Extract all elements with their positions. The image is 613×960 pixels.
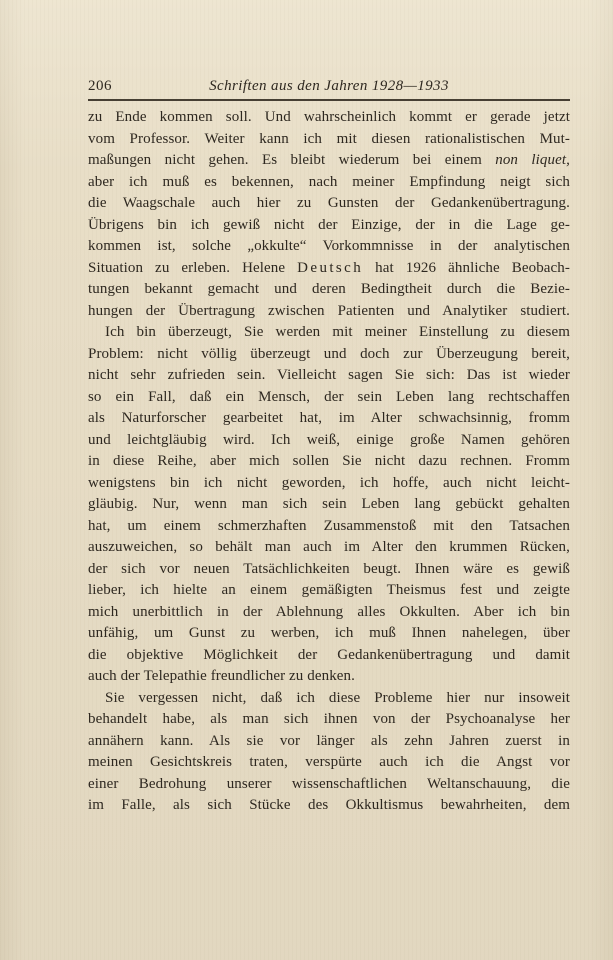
text-line	[88, 666, 570, 688]
text-line	[88, 430, 570, 452]
text-line	[88, 731, 570, 753]
page-header	[88, 78, 570, 96]
header-rule	[88, 99, 570, 101]
running-title: Schriften aus den Jahren 1928—1933	[209, 78, 449, 94]
text-segment: mich unerbittlich in der Ablehnung alles Okkulten. Aber ich bin	[88, 603, 570, 620]
text-line	[88, 344, 570, 366]
text-segment: hat, um einem schmerzhaften Zusammenstoß mit den Tatsachen	[88, 517, 570, 534]
text-line	[88, 774, 570, 796]
text-line	[88, 602, 570, 624]
text-line	[88, 150, 570, 172]
text-segment: Ich bin überzeugt, Sie werden mit meiner Einstellung zu diesem	[105, 324, 570, 340]
text-line	[88, 494, 570, 516]
page-number: 206	[88, 78, 112, 94]
text-segment: wenigstens bin ich nicht geworden, ich hoffe, auch nicht leicht-	[88, 474, 570, 491]
text-line	[88, 279, 570, 301]
text-segment: hungen der Übertragung zwischen Patienten und Analytiker studiert.	[88, 302, 570, 319]
text-segment: im Falle, als sich Stücke des Okkultismus bewahrheiten, dem	[88, 797, 570, 813]
text-line	[88, 559, 570, 581]
text-line	[88, 193, 570, 215]
text-segment: auch der Telepathie freundlicher zu denken.	[88, 668, 356, 684]
text-segment: so ein Fall, daß ein Mensch, der sein Leben lang rechtschaffen	[88, 388, 570, 405]
text-line	[88, 215, 570, 237]
text-line	[88, 387, 570, 409]
text-segment: in diese Reihe, aber mich sollen Sie nicht dazu rechnen. Fromm	[88, 453, 570, 469]
text-line	[88, 322, 570, 344]
text-line	[88, 236, 570, 258]
text-line	[88, 365, 570, 387]
text-segment: unfähig, um Gunst zu werben, ich muß Ihnen nahelegen, über	[88, 625, 570, 641]
text-line	[88, 623, 570, 645]
text-line	[88, 107, 570, 129]
text-segment: lieber, ich hielte an einem gemäßigten Theismus fest und zeigte	[88, 582, 570, 598]
text-segment: die objektive Möglichkeit der Gedankenübertragung und damit	[88, 646, 570, 663]
text-line	[88, 688, 570, 710]
text-segment: tungen bekannt gemacht und deren Bedingtheit durch die Bezie-	[88, 281, 570, 297]
text-segment: annähern kann. Als sie vor länger als zehn Jahren zuerst in	[88, 732, 570, 749]
text-segment: der sich vor neuen Tatsächlichkeiten beugt. Ihnen wäre es gewiß	[88, 560, 570, 577]
text-line	[88, 645, 570, 667]
text-line	[88, 258, 570, 280]
text-line	[88, 129, 570, 151]
text-line	[88, 473, 570, 495]
text-segment: nicht sehr zufrieden sein. Vielleicht sagen Sie sich: Das ist wieder	[88, 367, 570, 383]
text-segment: non liquet,	[495, 152, 570, 168]
text-line	[88, 580, 570, 602]
text-segment: behandelt habe, als man sich ihnen von der Psychoanalyse her	[88, 711, 570, 727]
text-line	[88, 795, 570, 817]
text-line	[88, 408, 570, 430]
text-segment: und leichtgläubig wird. Ich weiß, einige große Namen gehören	[88, 431, 570, 448]
text-segment: maßungen nicht gehen. Es bleibt wiederum bei einem	[88, 152, 496, 168]
text-segment: Sie vergessen nicht, daß ich diese Probleme hier nur insoweit	[105, 689, 570, 706]
text-segment: Situation zu erleben. Helene	[88, 259, 298, 276]
text-segment: Deutsch	[297, 259, 364, 276]
text-line	[88, 516, 570, 538]
text-segment: Übrigens bin ich gewiß nicht der Einzige, der in die Lage ge-	[88, 216, 570, 233]
text-segment: auszuweichen, so behält man auch im Alter den krummen Rücken,	[88, 539, 570, 555]
text-segment: als Naturforscher gearbeitet hat, im Alter schwachsinnig, fromm	[88, 410, 570, 426]
text-segment: einer Bedrohung unserer wissenschaftlichen Weltanschauung, die	[88, 775, 570, 792]
text-line	[88, 709, 570, 731]
text-line	[88, 752, 570, 774]
text-segment: gläubig. Nur, wenn man sich sein Leben lang gebückt gehalten	[88, 496, 570, 512]
text-segment: zu Ende kommen soll. Und wahrscheinlich kommt er gerade jetzt	[88, 109, 570, 125]
text-line	[88, 451, 570, 473]
text-block	[88, 107, 570, 817]
text-segment: kommen ist, solche „okkulte“ Vorkommnisse in der analytischen	[88, 238, 570, 254]
text-line	[88, 537, 570, 559]
text-segment: meinen Gesichtskreis traten, verspürte auch ich die Angst vor	[88, 754, 570, 770]
text-segment: aber ich muß es bekennen, nach meiner Empfindung neigt sich	[88, 173, 570, 190]
text-segment: vom Professor. Weiter kann ich mit diesen rationalistischen Mut-	[88, 130, 570, 147]
text-segment: Problem: nicht völlig überzeugt und doch zur Überzeugung bereit,	[88, 345, 570, 362]
text-segment: die Waagschale auch hier zu Gunsten der Gedankenübertragung.	[88, 195, 570, 211]
text-line	[88, 172, 570, 194]
text-segment: hat 1926 ähnliche Beobach-	[363, 259, 571, 276]
text-line	[88, 301, 570, 323]
